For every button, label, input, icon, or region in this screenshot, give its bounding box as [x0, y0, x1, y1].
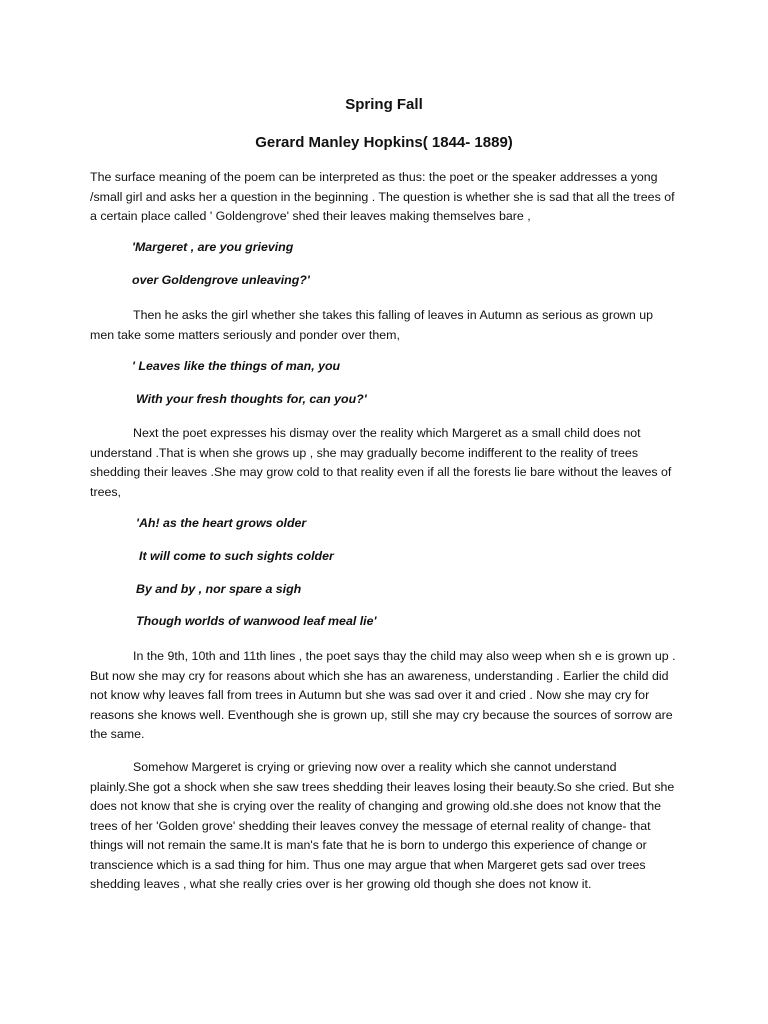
- paragraph-intro: The surface meaning of the poem can be interpreted as thus: the poet or the speaker addresses a yong /small girl and asks her a question in the beginning . The question is whether she is sad that all the trees of a certain place called ' Goldengrove' shed their leaves making themselves bare ,: [90, 170, 675, 223]
- quote-line: It will come to such sights colder: [139, 549, 334, 563]
- paragraph-conclusion: Somehow Margeret is crying or grieving now over a reality which she cannot understand plainly.She got a shock when she saw trees shedding their leaves losing their beauty.So she cried. But she does not know that she is crying over the reality of changing and growing old.she does not know that the trees of her 'Golden grove' shedding their leaves convey the message of eternal reality of change- that things will not remain the same.It is man's fate that he is born to undergo this experience of change or transcience which is a sad thing for him. Thus one may argue that when Margeret gets sad over trees shedding leaves , what she really cries over is her growing old though she does not know it.: [90, 760, 675, 891]
- quote-line: 'Margeret , are you grieving: [132, 240, 294, 254]
- author-line: Gerard Manley Hopkins( 1844- 1889): [255, 134, 513, 151]
- paragraph-question: Then he asks the girl whether she takes this falling of leaves in Autumn as serious as grown up men take some matters seriously and ponder over them,: [90, 308, 654, 342]
- paragraph-lines-analysis: In the 9th, 10th and 11th lines , the poet says thay the child may also weep when sh e is grown up . But now she may cry for reasons about which she has an awareness, understanding . Earlier the child did not know why leaves fall from trees in Autumn but she was sad over it and cried . Now she may cry for reasons she knows well. Eventhough she is grown up, still she may cry because the sources of sorrow are the same.: [90, 649, 676, 741]
- document-title: Spring Fall: [345, 96, 423, 113]
- quote-line: 'Ah! as the heart grows older: [136, 516, 307, 530]
- quote-line: With your fresh thoughts for, can you?': [136, 392, 367, 406]
- quote-line: over Goldengrove unleaving?': [132, 273, 310, 287]
- quote-line: By and by , nor spare a sigh: [136, 582, 302, 596]
- paragraph-dismay: Next the poet expresses his dismay over the reality which Margeret as a small child does not understand .That is when she grows up , she may gradually become indifferent to the reality of trees shedding their leaves .She may grow cold to that reality even if all the forests lie bare without the leaves of trees,: [90, 426, 672, 499]
- quote-line: Though worlds of wanwood leaf meal lie': [136, 614, 377, 628]
- quote-line: ' Leaves like the things of man, you: [132, 359, 341, 373]
